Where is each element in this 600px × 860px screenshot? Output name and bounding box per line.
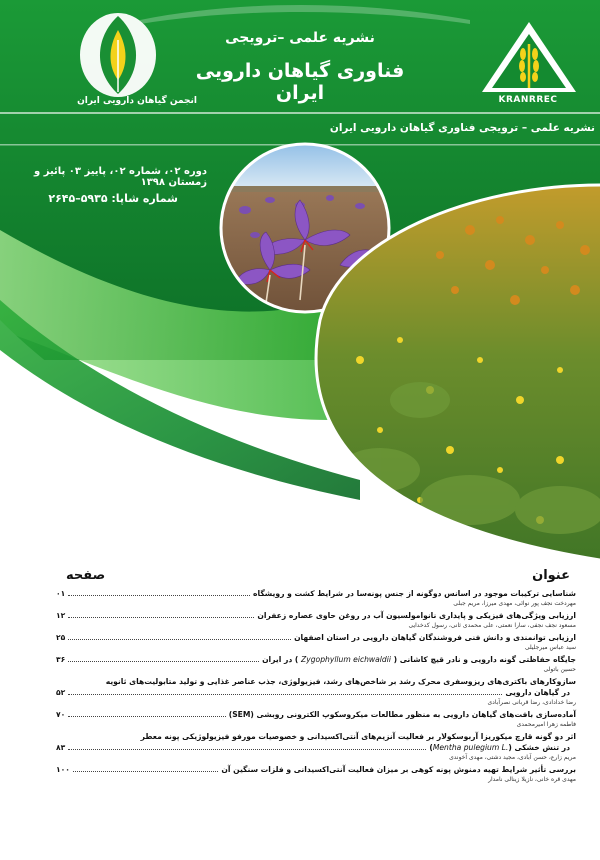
- toc-entry: [56, 709, 576, 729]
- toc-authors: سید عباس میرجلیلی: [524, 644, 576, 651]
- toc-title-continuation: در گیاهان دارویی: [505, 688, 570, 697]
- toc-entry: [56, 731, 576, 762]
- toc-authors: حسین باتولی: [543, 666, 576, 673]
- journal-title: فناوری گیاهان دارویی ایران: [195, 60, 405, 104]
- toc-page: ۱۲: [56, 611, 66, 620]
- toc-authors: مسعود نجف نجفی، سارا نعمتی، علی محمدی ثانی، رسول کدخدایی: [408, 622, 576, 629]
- toc-page: ۰۱: [56, 589, 66, 598]
- toc-page: ۸۳: [56, 743, 66, 752]
- toc-title: اثر دو گونه قارچ میکوریزا آربوسکولار بر فعالیت آنزیم‌های آنتی‌اکسیدانی و خصوصیات مورفو فیزیولوژیکی پونه معطر: [140, 732, 576, 741]
- toc-page: ۲۵: [56, 633, 66, 642]
- toc-page: ۳۶: [56, 655, 66, 664]
- toc-page: ۷۰: [56, 710, 66, 719]
- toc-authors: مهردخت نجف پور نوائی، مهدی میرزا، مریم جبلی: [453, 600, 576, 607]
- toc-authors: مهدی قره خانی، نازیلا زینالی نامدار: [488, 776, 576, 783]
- brand-name: KRANRREC: [498, 95, 558, 105]
- issn: شماره شاپا: ۵۹۳۵–۲۶۴۵: [48, 192, 178, 205]
- table-of-contents: [56, 588, 576, 786]
- toc-page: ۱۰۰: [56, 765, 70, 774]
- toc-authors: مریم زارع، حسن آبادی، مجید دشتی، مهدی آخوندی: [449, 754, 576, 761]
- toc-entry: [56, 654, 576, 674]
- toc-authors: رضا خدادادی، رضا قربانی نصرآبادی: [487, 699, 576, 706]
- toc-entry: [56, 764, 576, 784]
- toc-title: جایگاه حفاظتی گونه دارویی و نادر قیچ کاشانی ( Zygophyllum eichwaldii ) در ایران: [262, 655, 576, 664]
- subtitle-band: نشریه علمی – ترویجی فناوری گیاهان دارویی ایران: [329, 122, 595, 134]
- toc-entry: [56, 676, 576, 707]
- toc-authors: فاطمه زهرا امیرمحمدی: [516, 721, 576, 728]
- toc-title: ارزیابی ویژگی‌های فیزیکی و پایداری نانوامولسیون آب در روغن حاوی عصاره زعفران: [257, 611, 576, 620]
- toc-title-latin: Zygophyllum eichwaldii: [301, 655, 391, 664]
- toc-title-continuation: در تنش خشکی (Mentha pulegium L.): [429, 743, 570, 752]
- toc-title: بررسی تأثیر شرایط تهیه دمنوش پونه کوهی بر میزان فعالیت آنتی‌اکسیدانی و فلزات سنگین آن: [221, 765, 576, 774]
- association-logo-icon: [80, 13, 156, 97]
- toc-page: ۵۲: [56, 688, 66, 697]
- toc-title: سازوکارهای باکتری‌های ریزوسفری محرک رشد بر شاخص‌های رشد، فیزیولوژی، جذب عناصر غذایی و تولید متابولیت‌های ثانویه: [105, 677, 576, 686]
- toc-entry: [56, 610, 576, 630]
- toc-title: شناسایی ترکیبات موجود در اسانس دوگونه از جنس پونه‌سا در شرایط کشت و رویشگاه: [253, 589, 576, 598]
- issue-info: دوره ۰۲، شماره ۰۲، پاییز ۰۳ پائیز و زمستان ۱۳۹۸: [34, 166, 207, 188]
- toc-entry: [56, 632, 576, 652]
- toc-heading-title: عنوان: [532, 568, 570, 583]
- toc-title: ارزیابی توانمندی و دانش فنی فروشندگان گیاهان دارویی در استان اصفهان: [294, 633, 576, 642]
- toc-entry: [56, 588, 576, 608]
- toc-title: آماده‌سازی بافت‌های گیاهان دارویی به منظور مطالعات میکروسکوپ الکترونی روبشی (SEM): [228, 710, 576, 719]
- toc-title-latin: Mentha pulegium L.: [432, 743, 509, 752]
- toc-heading-page: صفحه: [66, 568, 106, 583]
- journal-type: نشریه علمی –ترویجی: [225, 30, 375, 46]
- association-name: انجمن گیاهان دارویی ایران: [77, 96, 197, 106]
